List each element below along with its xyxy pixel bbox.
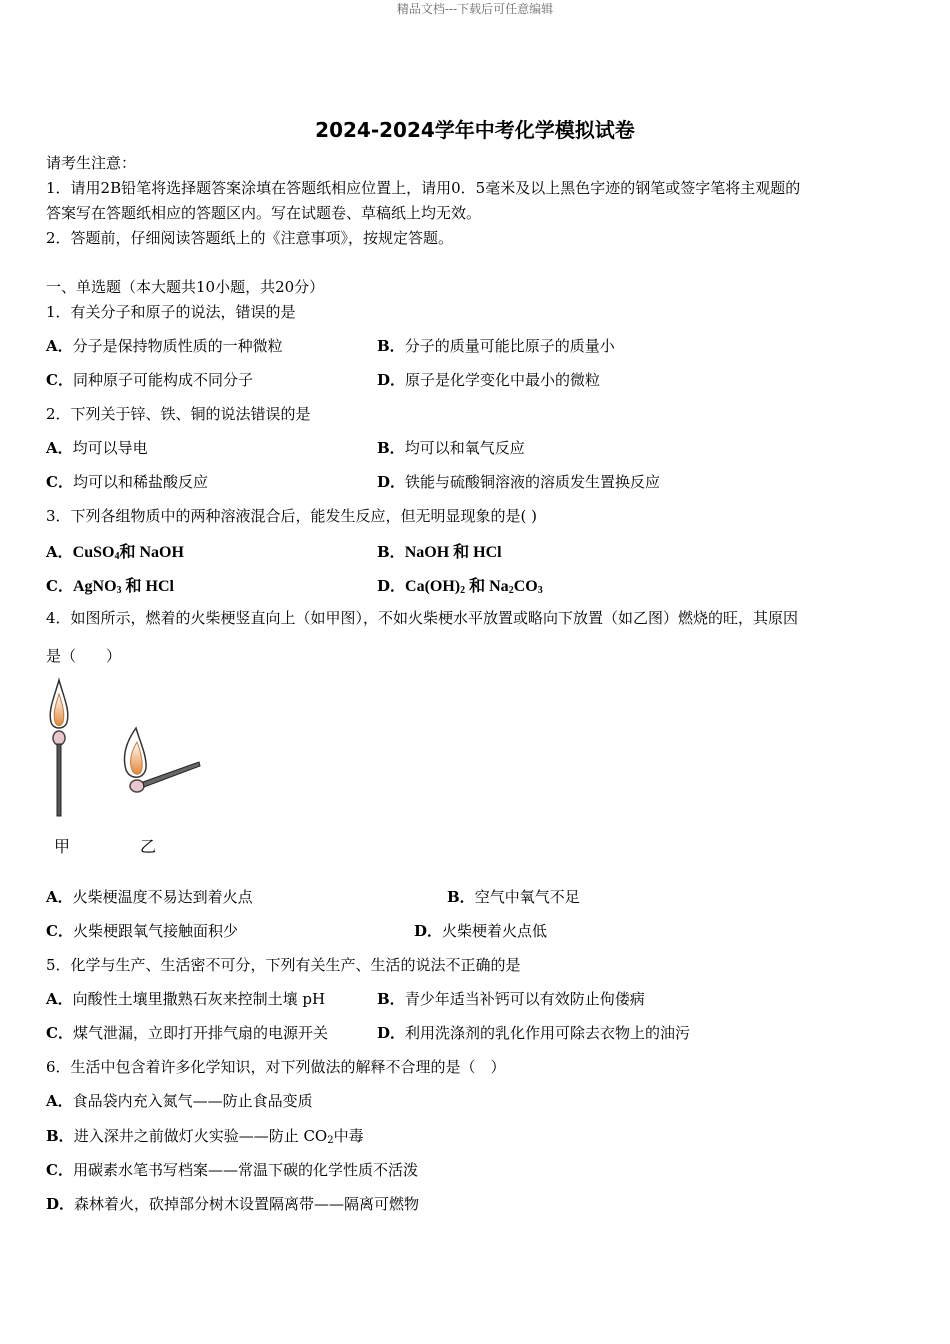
q2-option-b: B．均可以和氧气反应 bbox=[377, 439, 525, 457]
tilted-match-yi bbox=[124, 728, 200, 792]
notice-item2: 2．答题前，仔细阅读答题纸上的《注意事项》，按规定答题。 bbox=[46, 229, 454, 247]
vertical-match-jia bbox=[50, 680, 68, 816]
q5-stem: 5．化学与生产、生活密不可分，下列有关生产、生活的说法不正确的是 bbox=[46, 956, 521, 974]
section-heading: 一、单选题（本大题共10小题，共20分） bbox=[46, 278, 325, 296]
caption-yi: 乙 bbox=[140, 837, 157, 856]
q3-option-d: D．$Ca(OH)_2$ 和 $Na_2CO_3$ bbox=[377, 577, 543, 596]
q6-stem: 6．生活中包含着许多化学知识，对下列做法的解释不合理的是（ ） bbox=[46, 1058, 506, 1076]
page-title: 2024-2024学年中考化学模拟试卷 bbox=[315, 118, 635, 142]
q5-option-b: B．青少年适当补钙可以有效防止佝偻病 bbox=[377, 990, 645, 1008]
q5-option-c: C．煤气泄漏，立即打开排气扇的电源开关 bbox=[46, 1024, 328, 1042]
q4-option-d: D．火柴梗着火点低 bbox=[414, 922, 548, 940]
q2-option-d: D．铁能与硫酸铜溶液的溶质发生置换反应 bbox=[377, 473, 661, 491]
q1-option-b: B．分子的质量可能比原子的质量小 bbox=[377, 337, 615, 355]
q4-stem-line2: 是（ ） bbox=[46, 647, 122, 665]
header-watermark: 精品文档---下载后可任意编辑 bbox=[396, 2, 554, 16]
q4-option-c: C．火柴梗跟氧气接触面积少 bbox=[46, 922, 238, 940]
notice-heading: 请考生注意： bbox=[46, 154, 137, 172]
q6-option-c: C．用碳素水笔书写档案——常温下碳的化学性质不活泼 bbox=[46, 1161, 418, 1179]
q6-option-d: D．森林着火，砍掉部分树木设置隔离带——隔离可燃物 bbox=[46, 1195, 420, 1213]
q3-option-b: B．NaOH 和 HCl bbox=[377, 543, 502, 561]
matchstick-figure bbox=[40, 676, 210, 826]
caption-jia: 甲 bbox=[54, 837, 71, 856]
q4-option-a: A．火柴梗温度不易达到着火点 bbox=[46, 888, 253, 906]
q2-option-c: C．均可以和稀盐酸反应 bbox=[46, 473, 208, 491]
q1-option-a: A．分子是保持物质性质的一种微粒 bbox=[46, 337, 283, 355]
q3-option-c: C．AgNO$_3$ 和 HCl bbox=[46, 577, 174, 596]
q6-option-b: B．进入深井之前做灯火实验——防止 $CO_2$中毒 bbox=[46, 1127, 364, 1146]
q6-option-a: A．食品袋内充入氮气——防止食品变质 bbox=[46, 1092, 313, 1110]
q4-option-b: B．空气中氧气不足 bbox=[447, 888, 580, 906]
q1-option-d: D．原子是化学变化中最小的微粒 bbox=[377, 371, 601, 389]
q3-stem: 3．下列各组物质中的两种溶液混合后，能发生反应，但无明显现象的是( ) bbox=[46, 507, 538, 525]
q1-stem: 1．有关分子和原子的说法，错误的是 bbox=[46, 303, 296, 321]
notice-item1-line1: 1．请用2B铅笔将选择题答案涂填在答题纸相应位置上，请用0．5毫米及以上黑色字迹的钢笔或签字笔将主观题的 bbox=[46, 179, 801, 197]
notice-item1-line2: 答案写在答题纸相应的答题区内。写在试题卷、草稿纸上均无效。 bbox=[46, 204, 482, 222]
q4-stem-line1: 4．如图所示，燃着的火柴梗竖直向上（如甲图），不如火柴梗水平放置或略向下放置（如乙图）燃烧的旺，其原因 bbox=[46, 609, 799, 627]
q3-option-a: A．CuSO$_4$和 NaOH bbox=[46, 543, 184, 562]
q2-stem: 2．下列关于锌、铁、铜的说法错误的是 bbox=[46, 405, 311, 423]
q1-option-c: C．同种原子可能构成不同分子 bbox=[46, 371, 253, 389]
q5-option-a: A．向酸性土壤里撒熟石灰来控制土壤 pH bbox=[46, 990, 326, 1008]
q5-option-d: D．利用洗涤剂的乳化作用可除去衣物上的油污 bbox=[377, 1024, 691, 1042]
q2-option-a: A．均可以导电 bbox=[46, 439, 148, 457]
